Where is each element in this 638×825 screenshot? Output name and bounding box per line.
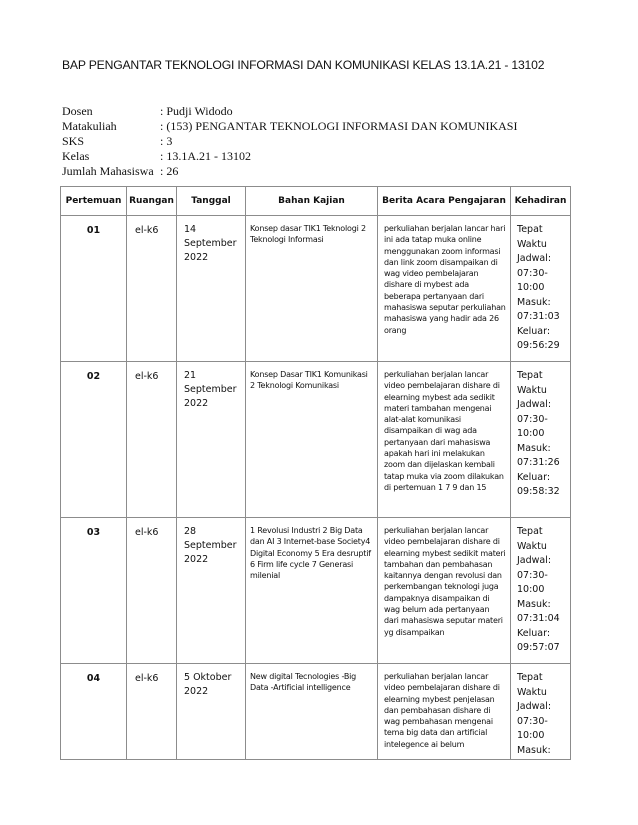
attendance-line: Waktu	[517, 540, 547, 552]
info-value: : (153) PENGANTAR TEKNOLOGI INFORMASI DAN KOMUNIKASI	[160, 119, 518, 133]
attendance-cell	[511, 216, 571, 362]
meeting-number: 03	[61, 518, 127, 664]
attendance-line: 09:58:32	[517, 486, 560, 497]
room-cell: el-k6	[127, 362, 177, 518]
attendance-line: 10:00	[517, 584, 545, 595]
attendance-table	[60, 186, 571, 760]
info-row-dosen	[62, 104, 517, 119]
attendance-line: Tepat	[517, 224, 543, 235]
info-label: Kelas	[62, 149, 90, 163]
header-tanggal: Tanggal	[177, 187, 246, 216]
room-cell: el-k6	[127, 664, 177, 760]
topic-cell: New digital Tecnologies -Big Data -Artificial intelligence	[246, 664, 378, 760]
attendance-line: 07:31:03	[517, 311, 560, 322]
meeting-number: 01	[61, 216, 127, 362]
topic-cell: Konsep Dasar TIK1 Komunikasi 2 Teknologi Komunikasi	[246, 362, 378, 518]
attendance-line: Keluar:	[517, 627, 551, 639]
info-row-sks	[62, 134, 517, 149]
info-row-jumlah-mahasiswa	[62, 164, 517, 179]
attendance-line: Tepat	[517, 370, 543, 381]
attendance-line: Jadwal:	[517, 701, 552, 712]
attendance-line: Jadwal:	[517, 555, 552, 566]
attendance-line: Tepat	[517, 526, 543, 537]
attendance-cell	[511, 518, 571, 664]
info-value: : 26	[160, 164, 179, 178]
attendance-line: Tepat	[517, 672, 543, 683]
attendance-line: 07:30-	[517, 413, 548, 425]
room-cell: el-k6	[127, 216, 177, 362]
attendance-line: 07:31:04	[517, 613, 560, 624]
attendance-line: 07:30-	[517, 267, 548, 279]
topic-cell: 1 Revolusi Industri 2 Big Data dan AI 3 Internet-base Society4 Digital Economy 5 Era desruptif 6 Firm life cycle 7 Generasi milenial	[246, 518, 378, 664]
attendance-line: Masuk:	[517, 296, 551, 308]
table-row	[61, 216, 571, 362]
header-bahan-kajian: Bahan Kajian	[246, 187, 378, 216]
info-row-kelas	[62, 149, 517, 164]
info-label: Dosen	[62, 104, 93, 118]
header-pertemuan: Pertemuan	[61, 187, 127, 216]
header-berita-acara: Berita Acara Pengajaran	[378, 187, 511, 216]
attendance-cell	[511, 664, 571, 760]
attendance-line: 07:30-	[517, 569, 548, 581]
attendance-line: Masuk:	[517, 744, 551, 756]
teaching-note-cell: perkuliahan berjalan lancar video pembelajaran dishare di elearning mybest sedikit materi tambahan dan pembahasan kaitannya dengan revolusi dan perkembangan teknologi juga dampaknya disampaikan di wag belum ada pertanyaan dari mahasiswa seputar materi yg disampaikan	[378, 518, 511, 664]
attendance-line: 10:00	[517, 428, 545, 439]
room-cell: el-k6	[127, 518, 177, 664]
meeting-number: 02	[61, 362, 127, 518]
attendance-line: 07:31:26	[517, 457, 560, 468]
date-cell: 28 September 2022	[177, 518, 246, 664]
topic-cell: Konsep dasar TIK1 Teknologi 2 Teknologi Informasi	[246, 216, 378, 362]
table-row	[61, 518, 571, 664]
teaching-note-cell: perkuliahan berjalan lancar video pembelajaran dishare di elearning mybest penjelasan dan pembahasan dishare di wag pembahasan mengenai tema big data dan artificial intelegence ai belum	[378, 664, 511, 760]
info-row-matakuliah	[62, 119, 517, 134]
attendance-line: Jadwal:	[517, 399, 552, 410]
info-value: : Pudji Widodo	[160, 104, 233, 118]
date-cell: 5 Oktober 2022	[177, 664, 246, 760]
date-cell: 14 September 2022	[177, 216, 246, 362]
info-value: : 13.1A.21 - 13102	[160, 149, 251, 163]
teaching-note-cell: perkuliahan berjalan lancar video pembelajaran dishare di elearning mybest ada sedikit materi tambahan mengenai alat-alat komunikasi disampaikan di wag ada pertanyaan dari mahasiswa apakah hari ini melakukan zoom dan dijelaskan kembali tatap muka via zoom dilakukan di pertemuan 1 7 9 dan 15	[378, 362, 511, 518]
date-cell: 21 September 2022	[177, 362, 246, 518]
table-header-row	[61, 187, 571, 216]
attendance-line: Masuk:	[517, 442, 551, 454]
attendance-line: 10:00	[517, 282, 545, 293]
attendance-line: Masuk:	[517, 598, 551, 610]
attendance-line: 10:00	[517, 730, 545, 741]
attendance-cell	[511, 362, 571, 518]
attendance-line: 09:57:07	[517, 642, 560, 653]
attendance-line: Jadwal:	[517, 253, 552, 264]
teaching-note-cell: perkuliahan berjalan lancar hari ini ada tatap muka online menggunakan zoom informasi dan link zoom disampaikan di wag video pembelajaran dishare di mybest ada beberapa pertanyaan dari mahasiswa seputar perkuliahan mahasiswa yang hadir ada 26 orang	[378, 216, 511, 362]
attendance-line: Keluar:	[517, 325, 551, 337]
meeting-number: 04	[61, 664, 127, 760]
attendance-line: 09:56:29	[517, 340, 560, 351]
table-row	[61, 362, 571, 518]
header-kehadiran: Kehadiran	[511, 187, 571, 216]
header-ruangan: Ruangan	[127, 187, 177, 216]
attendance-line: Waktu	[517, 384, 547, 396]
attendance-line: Waktu	[517, 238, 547, 250]
attendance-line: Keluar:	[517, 471, 551, 483]
course-info	[62, 104, 517, 179]
info-label: Jumlah Mahasiswa	[62, 164, 154, 178]
info-label: SKS	[62, 134, 85, 148]
table-row	[61, 664, 571, 760]
attendance-line: 07:30-	[517, 715, 548, 727]
info-value: : 3	[160, 134, 173, 148]
attendance-line: Waktu	[517, 686, 547, 698]
info-label: Matakuliah	[62, 119, 117, 133]
document-title: BAP PENGANTAR TEKNOLOGI INFORMASI DAN KOMUNIKASI KELAS 13.1A.21 - 13102	[62, 58, 545, 72]
